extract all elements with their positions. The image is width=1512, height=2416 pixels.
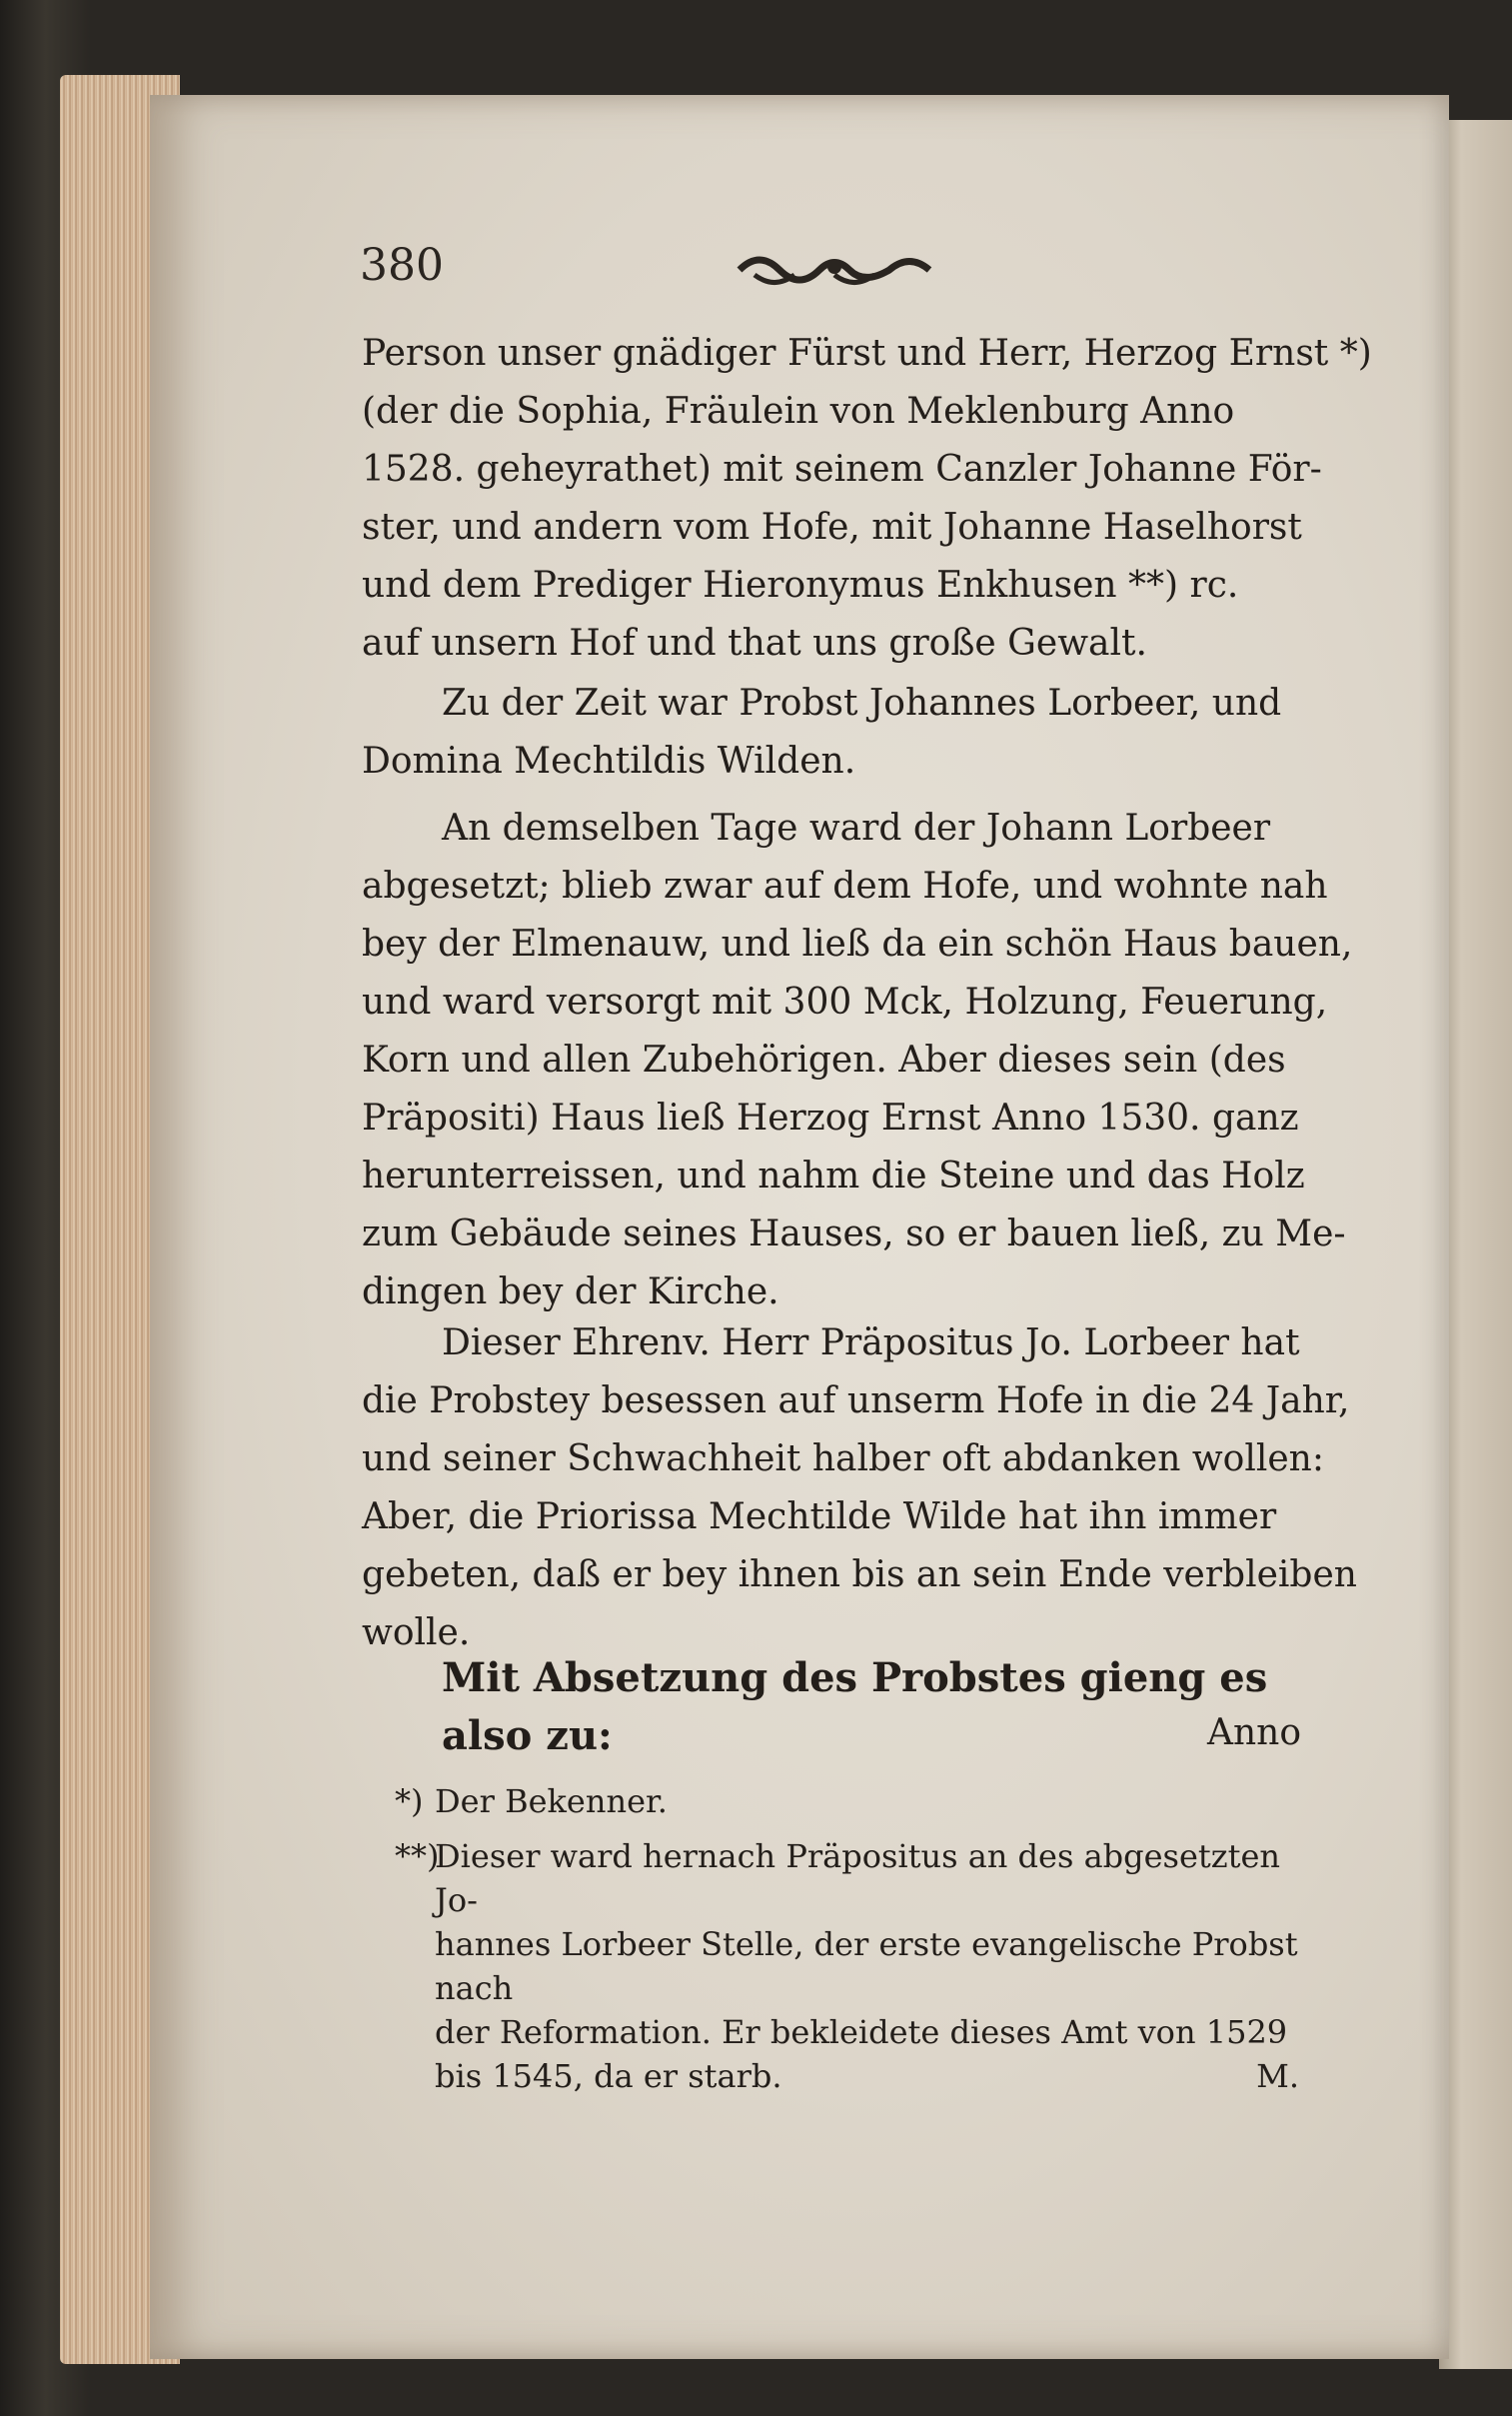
text-line: An demselben Tage ward der Johann Lorbeer bbox=[442, 808, 1271, 849]
text-line: und dem Prediger Hieronymus Enkhusen **) rc. bbox=[362, 565, 1239, 606]
signature-initial: M. bbox=[1256, 2057, 1299, 2095]
text-line: und seiner Schwachheit halber oft abdanken wollen: bbox=[362, 1438, 1324, 1479]
footnote-mark: **) bbox=[395, 1837, 440, 1875]
text-line: auf unsern Hof und that uns große Gewalt. bbox=[362, 623, 1147, 664]
paragraph-3 bbox=[362, 800, 1353, 1321]
section-heading: Mit Absetzung des Probstes gieng es also zu: bbox=[442, 1654, 1268, 1759]
catchword: Anno bbox=[1206, 1712, 1301, 1753]
text-line: dingen bey der Kirche. bbox=[362, 1271, 779, 1312]
text-line: ster, und andern vom Hofe, mit Johanne Haselhorst bbox=[362, 507, 1302, 548]
text-line: Person unser gnädiger Fürst und Herr, Herzog Ernst *) bbox=[362, 333, 1372, 374]
text-line: Aber, die Priorissa Mechtilde Wilde hat ihn immer bbox=[362, 1496, 1277, 1537]
text-line: und ward versorgt mit 300 Mck, Holzung, Feuerung, bbox=[362, 982, 1328, 1023]
footnote-line: Der Bekenner. bbox=[435, 1782, 668, 1820]
text-line: herunterreissen, und nahm die Steine und das Holz bbox=[362, 1156, 1305, 1197]
paragraph-2 bbox=[362, 675, 1301, 791]
text-line: wolle. bbox=[362, 1612, 471, 1653]
printer-ornament-icon bbox=[735, 245, 934, 295]
text-line: Korn und allen Zubehörigen. Aber dieses sein (des bbox=[362, 1040, 1286, 1081]
footnote-line: Dieser ward hernach Präpositus an des abgesetzten Jo- bbox=[435, 1837, 1281, 1919]
paragraph-4 bbox=[362, 1314, 1357, 1662]
text-line: Domina Mechtildis Wilden. bbox=[362, 741, 856, 782]
footnote-line: bis 1545, da er starb. bbox=[435, 2057, 782, 2095]
footnote-1 bbox=[395, 1779, 1299, 1823]
text-line: abgesetzt; blieb zwar auf dem Hofe, und wohnte nah bbox=[362, 866, 1328, 907]
text-line: Zu der Zeit war Probst Johannes Lorbeer, und bbox=[442, 683, 1282, 724]
text-line: gebeten, daß er bey ihnen bis an sein Ende verbleiben bbox=[362, 1554, 1357, 1595]
text-line: die Probstey besessen auf unserm Hofe in die 24 Jahr, bbox=[362, 1380, 1350, 1421]
text-line: Präpositi) Haus ließ Herzog Ernst Anno 1530. ganz bbox=[362, 1098, 1299, 1139]
footnote-line: hannes Lorbeer Stelle, der erste evangelische Probst nach bbox=[435, 1925, 1298, 2007]
page-number: 380 bbox=[360, 240, 444, 291]
text-line: Dieser Ehrenv. Herr Präpositus Jo. Lorbeer hat bbox=[442, 1322, 1300, 1363]
text-line: (der die Sophia, Fräulein von Meklenburg Anno bbox=[362, 391, 1235, 432]
footnote-mark: *) bbox=[395, 1782, 424, 1820]
footnote-2 bbox=[395, 1834, 1299, 2098]
footnote-last-row bbox=[435, 2054, 1299, 2098]
text-line: zum Gebäude seines Hauses, so er bauen ließ, zu Me- bbox=[362, 1213, 1346, 1254]
facing-page-edge bbox=[1439, 120, 1512, 2369]
footnote-line: der Reformation. Er bekleidete dieses Amt von 1529 bbox=[435, 2013, 1288, 2051]
paragraph-1 bbox=[362, 325, 1372, 673]
text-line: bey der Elmenauw, und ließ da ein schön Haus bauen, bbox=[362, 924, 1353, 965]
text-line: 1528. geheyrathet) mit seinem Canzler Johanne För- bbox=[362, 449, 1322, 490]
